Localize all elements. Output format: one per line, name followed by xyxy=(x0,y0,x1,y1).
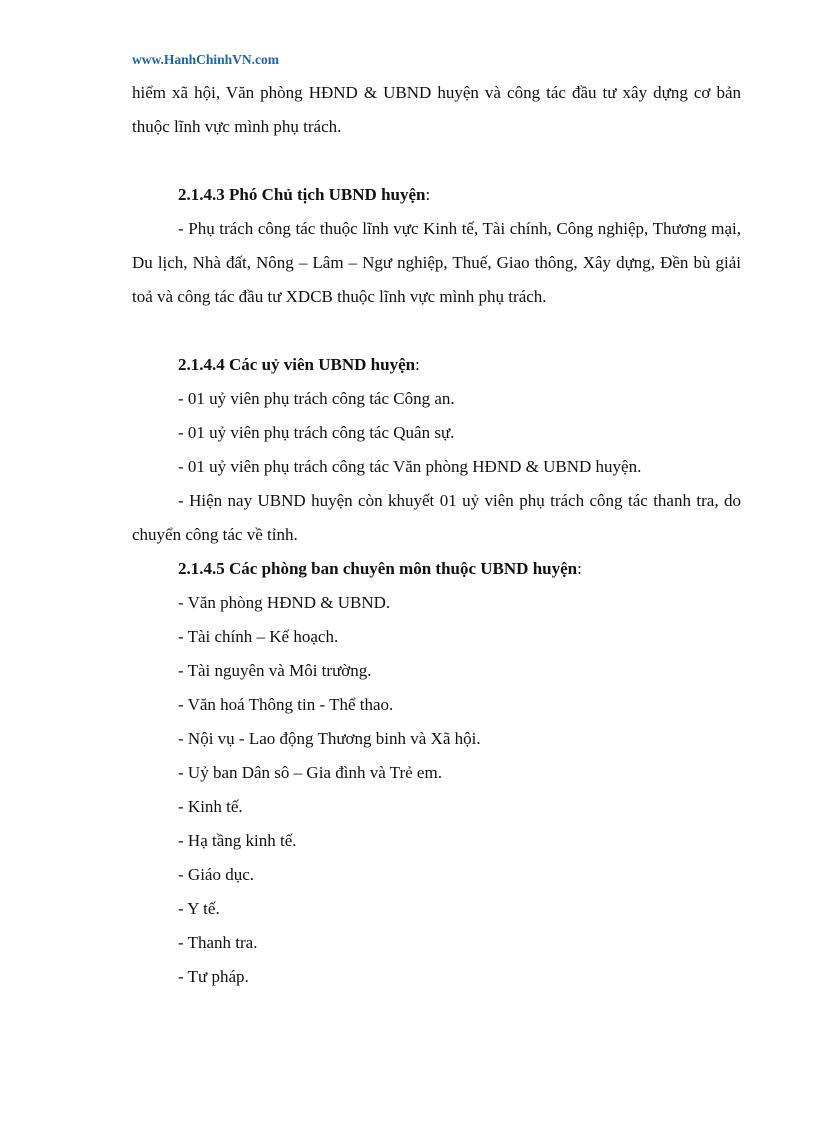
list-item: - Kinh tế. xyxy=(178,797,243,816)
heading-text: 2.1.4.3 Phó Chủ tịch UBND huyện xyxy=(178,185,426,204)
heading-colon: : xyxy=(415,355,420,374)
heading-text: 2.1.4.5 Các phòng ban chuyên môn thuộc UBND huyện xyxy=(178,559,578,578)
list-item: - Tài nguyên và Môi trường. xyxy=(178,661,372,680)
list-item: - 01 uỷ viên phụ trách công tác Quân sự. xyxy=(178,423,455,442)
heading-colon: : xyxy=(577,559,582,578)
site-header-link[interactable]: www.HanhChinhVN.com xyxy=(132,52,280,67)
list-item: - Tài chính – Kế hoạch. xyxy=(178,627,339,646)
document-body xyxy=(132,76,741,994)
list-item: - Hạ tầng kinh tế. xyxy=(178,831,297,850)
list-item: - Tư pháp. xyxy=(178,967,249,986)
list-item: - 01 uỷ viên phụ trách công tác Văn phòng HĐND & UBND huyện. xyxy=(178,457,642,476)
list-item: - Văn phòng HĐND & UBND. xyxy=(178,593,391,612)
section-heading-2-1-4-5 xyxy=(132,552,741,586)
section-heading-2-1-4-3 xyxy=(132,178,741,212)
list-item: - Văn hoá Thông tin - Thể thao. xyxy=(178,695,394,714)
section-heading-2-1-4-4 xyxy=(132,348,741,382)
list-item: - 01 uỷ viên phụ trách công tác Công an. xyxy=(178,389,455,408)
spacer xyxy=(132,314,741,348)
list-item: - Thanh tra. xyxy=(178,933,258,952)
vice-chair-paragraph: - Phụ trách công tác thuộc lĩnh vực Kinh tế, Tài chính, Công nghiệp, Thương mại, Du lịch, Nhà đất, Nông – Lâm – Ngư nghiệp, Thuế, Giao thông, Xây dựng, Đền bù giải toả và công tác đầu tư XDCB thuộc lĩnh vực mình phụ trách. xyxy=(132,219,741,306)
vacancy-paragraph: - Hiện nay UBND huyện còn khuyết 01 uỷ viên phụ trách công tác thanh tra, do chuyển công tác về tỉnh. xyxy=(132,491,741,544)
spacer xyxy=(132,144,741,178)
list-item: - Y tế. xyxy=(178,899,220,918)
heading-colon: : xyxy=(425,185,431,204)
list-item: - Giáo dục. xyxy=(178,865,255,884)
heading-text: 2.1.4.4 Các uỷ viên UBND huyện xyxy=(178,355,416,374)
list-item: - Uỷ ban Dân sô – Gia đình và Trẻ em. xyxy=(178,763,442,782)
list-item: - Nội vụ - Lao động Thương binh và Xã hội. xyxy=(178,729,481,748)
intro-paragraph: hiểm xã hội, Văn phòng HĐND & UBND huyện và công tác đầu tư xây dựng cơ bản thuộc lĩnh vực mình phụ trách. xyxy=(132,83,741,136)
